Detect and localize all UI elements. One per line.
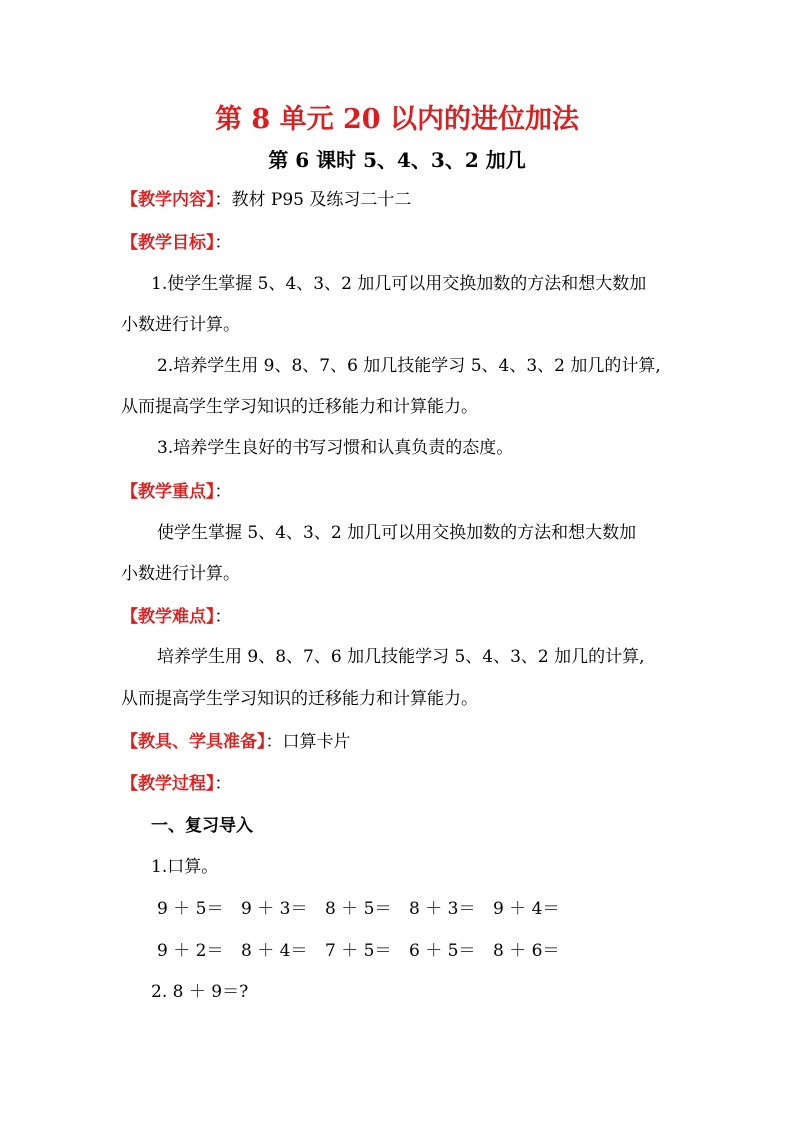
goal-item: 小数进行计算。 — [121, 315, 240, 335]
goals-row — [121, 232, 232, 254]
content-text: 教材 P95 及练习二十二 — [231, 190, 412, 210]
goals-sep: ： — [214, 233, 232, 253]
key-points-sep: ： — [214, 482, 232, 502]
math-item: 9 ＋ 4＝ — [493, 899, 560, 919]
math-item: 8 ＋ 5＝ — [325, 899, 392, 919]
unit-title: 第 8 单元 20 以内的进位加法 — [215, 104, 579, 135]
difficulties-text: 培养学生用 9、8、7、6 加几技能学习 5、4、3、2 加几的计算, — [157, 647, 645, 667]
goal-item: 1.使学生掌握 5、4、3、2 加几可以用交换加数的方法和想大数加 — [151, 274, 647, 294]
math-item: 9 ＋ 3＝ — [241, 899, 308, 919]
math-item: 7 ＋ 5＝ — [325, 941, 392, 961]
content-label: 【教学内容】 — [121, 190, 215, 210]
math-item: 9 ＋ 5＝ — [157, 899, 224, 919]
content-row — [121, 189, 411, 211]
tools-text: 口算卡片 — [282, 732, 351, 752]
math-item: 8 ＋ 6＝ — [493, 941, 560, 961]
difficulties-label: 【教学难点】 — [121, 607, 215, 627]
tools-sep: ： — [265, 732, 283, 752]
lesson-title: 第 6 课时 5、4、3、2 加几 — [268, 148, 526, 172]
tools-row — [121, 731, 351, 753]
math-item: 8 ＋ 3＝ — [409, 899, 476, 919]
math-row — [157, 940, 577, 962]
difficulties-text: 从而提高学生学习知识的迁移能力和计算能力。 — [121, 689, 478, 709]
goal-item: 从而提高学生学习知识的迁移能力和计算能力。 — [121, 397, 478, 417]
difficulties-row — [121, 606, 232, 628]
content-sep: ： — [214, 190, 232, 210]
goals-label: 【教学目标】 — [121, 233, 215, 253]
goal-item: 2.培养学生用 9、8、7、6 加几技能学习 5、4、3、2 加几的计算, — [157, 356, 661, 376]
math-item: 9 ＋ 2＝ — [157, 941, 224, 961]
process-row — [121, 773, 232, 795]
exercise-1-heading: 1.口算。 — [151, 857, 219, 877]
math-item: 8 ＋ 4＝ — [241, 941, 308, 961]
process-sep: ： — [214, 774, 232, 794]
difficulties-sep: ： — [214, 607, 232, 627]
section-heading: 一、复习导入 — [151, 816, 253, 836]
math-row — [157, 898, 577, 920]
exercise-2: 2. 8 ＋ 9＝? — [151, 982, 249, 1002]
tools-label: 【教具、学具准备】 — [121, 732, 266, 752]
key-points-text: 使学生掌握 5、4、3、2 加几可以用交换加数的方法和想大数加 — [157, 523, 637, 543]
key-points-label: 【教学重点】 — [121, 482, 215, 502]
math-item: 6 ＋ 5＝ — [409, 941, 476, 961]
key-points-row — [121, 481, 232, 503]
key-points-text: 小数进行计算。 — [121, 564, 240, 584]
goal-item: 3.培养学生良好的书写习惯和认真负责的态度。 — [157, 438, 514, 458]
process-label: 【教学过程】 — [121, 774, 215, 794]
